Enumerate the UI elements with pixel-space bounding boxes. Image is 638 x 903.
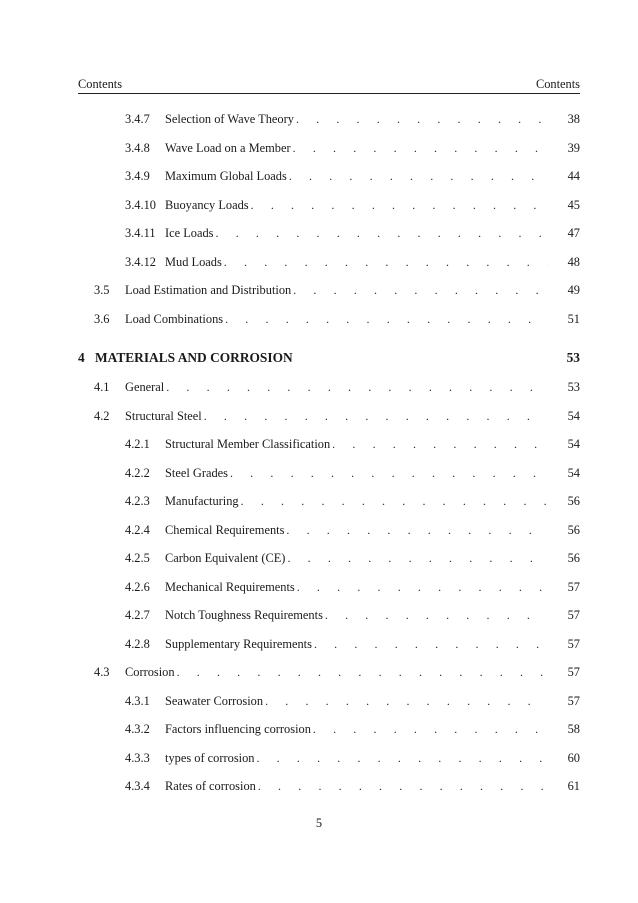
- toc-entry-number: 4.2.3: [125, 494, 150, 508]
- toc-entry-title[interactable]: Corrosion: [125, 665, 175, 679]
- toc-entry-title-wrap: [125, 310, 548, 328]
- header-left: Contents: [78, 77, 123, 91]
- toc-entry-number: 4.2.5: [125, 551, 150, 565]
- toc-entry[interactable]: [78, 281, 580, 299]
- toc-entry-title-wrap: [165, 749, 548, 767]
- toc-entry-number: 3.4.11: [125, 226, 156, 240]
- toc-entry-number: 4: [78, 350, 85, 365]
- toc-entry-title[interactable]: MATERIALS AND CORROSION: [95, 350, 293, 365]
- toc-entry-number: 4.2.4: [125, 522, 150, 537]
- toc-entry-title[interactable]: Factors influencing corrosion: [165, 722, 311, 736]
- toc-entry-page[interactable]: 56: [567, 522, 580, 537]
- toc-entry-page[interactable]: 58: [567, 722, 580, 736]
- toc-entry-title-wrap: [165, 578, 548, 596]
- toc-entry[interactable]: [78, 139, 580, 157]
- toc-entry[interactable]: [78, 224, 580, 242]
- toc-entry-title-wrap: [165, 224, 548, 242]
- toc-entry[interactable]: [78, 606, 580, 624]
- toc-entry[interactable]: [78, 692, 580, 710]
- toc-entry-title[interactable]: Load Combinations: [125, 311, 224, 326]
- toc-entry-page[interactable]: 53: [567, 380, 580, 394]
- toc-entry-number: 4.2.2: [125, 465, 150, 480]
- toc-entry-page[interactable]: 48: [567, 254, 580, 269]
- toc-entry[interactable]: [78, 253, 580, 271]
- leader-dots: [297, 578, 548, 596]
- toc-entry[interactable]: [78, 110, 580, 128]
- toc-entry[interactable]: [78, 464, 580, 482]
- toc-entry-title-wrap: [125, 407, 548, 425]
- toc-entry[interactable]: [78, 749, 580, 767]
- leader-dots: [216, 224, 548, 242]
- toc-entry-title-wrap: [125, 663, 548, 681]
- toc-entry[interactable]: [78, 407, 580, 425]
- toc-entry-number: 4.2.6: [125, 579, 150, 594]
- toc-entry-number: 4.1: [94, 380, 110, 394]
- toc-entry-title[interactable]: Manufacturing: [165, 494, 239, 508]
- toc-entry-number: 3.4.7: [125, 112, 150, 126]
- toc-entry[interactable]: [78, 521, 580, 539]
- toc-entry-number: 3.4.8: [125, 140, 150, 155]
- toc-entry-title-wrap: [165, 692, 548, 710]
- page-number: 5: [315, 816, 323, 830]
- toc-entry[interactable]: [78, 720, 580, 738]
- leader-dots: [241, 492, 548, 510]
- leader-dots: [258, 777, 548, 795]
- toc-entry-number: 4.2.7: [125, 608, 150, 622]
- toc-entry-title[interactable]: Supplementary Requirements: [165, 636, 312, 651]
- toc-entry-title[interactable]: General: [125, 380, 165, 394]
- leader-dots: [224, 253, 548, 271]
- toc-entry-title[interactable]: Buoyancy Loads: [165, 197, 249, 212]
- toc-entry-page[interactable]: 57: [567, 608, 580, 622]
- toc-entry[interactable]: [78, 492, 580, 510]
- toc-entry-title[interactable]: Load Estimation and Distribution: [125, 283, 292, 297]
- toc-entry-title-wrap: [165, 253, 548, 271]
- toc-entry[interactable]: [78, 310, 580, 328]
- toc-entry-number: 3.4.9: [125, 169, 150, 183]
- toc-entry-title[interactable]: Ice Loads: [165, 226, 214, 240]
- toc-entry-number: 4.3.1: [125, 693, 150, 708]
- header-right: Contents: [535, 77, 580, 91]
- toc-entry-number: 4.3: [94, 665, 110, 679]
- toc-entry-title-wrap: [165, 549, 548, 567]
- toc-entry[interactable]: [78, 167, 580, 185]
- toc-entry-title[interactable]: Structural Steel: [125, 408, 202, 423]
- toc-entry-title[interactable]: Structural Member Classification: [165, 437, 331, 451]
- toc-entry-page[interactable]: 39: [567, 140, 580, 155]
- toc-entry-number: 3.6: [94, 311, 110, 326]
- toc-entry-title-wrap: [165, 777, 548, 795]
- toc-entry-title[interactable]: Mechanical Requirements: [165, 579, 295, 594]
- toc-entry-title[interactable]: Rates of corrosion: [165, 779, 256, 793]
- toc-entry-page[interactable]: 44: [567, 169, 580, 183]
- toc-entry-title-wrap: [95, 349, 548, 367]
- toc-entry-page[interactable]: 38: [567, 112, 580, 126]
- toc-entry[interactable]: [78, 549, 580, 567]
- leader-dots: [314, 635, 548, 653]
- toc-entry-page[interactable]: 56: [567, 494, 580, 508]
- leader-dots: [286, 521, 548, 539]
- leader-dots: [287, 549, 548, 567]
- toc-entry-page[interactable]: 54: [567, 465, 580, 480]
- toc-entry-title[interactable]: Selection of Wave Theory: [165, 112, 294, 126]
- toc-entry-title[interactable]: Carbon Equivalent (CE): [165, 551, 286, 565]
- toc-entry-title[interactable]: Maximum Global Loads: [165, 169, 287, 183]
- leader-dots: [265, 692, 548, 710]
- leader-dots: [251, 196, 548, 214]
- toc-entry-page[interactable]: 57: [567, 636, 580, 651]
- leader-dots: [332, 435, 548, 453]
- toc-entry-page[interactable]: 54: [567, 437, 580, 451]
- toc-entry[interactable]: [78, 635, 580, 653]
- leader-dots: [204, 407, 548, 425]
- toc-entry[interactable]: [78, 378, 580, 396]
- toc-entry-page[interactable]: 53: [566, 350, 580, 365]
- toc-entry-title[interactable]: Notch Toughness Requirements: [165, 608, 323, 622]
- toc-entry-title[interactable]: Mud Loads: [165, 254, 222, 269]
- toc-entry-title-wrap: [165, 139, 548, 157]
- leader-dots: [313, 720, 548, 738]
- toc-entry[interactable]: [78, 196, 580, 214]
- toc-entry-page[interactable]: 54: [567, 408, 580, 423]
- leader-dots: [289, 167, 548, 185]
- toc-entry-title-wrap: [165, 464, 548, 482]
- toc-entry-page[interactable]: 45: [567, 197, 580, 212]
- toc-entry-title-wrap: [165, 196, 548, 214]
- toc-entry-number: 4.2.1: [125, 437, 150, 451]
- toc-entry[interactable]: [78, 663, 580, 681]
- leader-dots: [293, 281, 548, 299]
- toc-entry-number: 4.3.4: [125, 779, 150, 793]
- leader-dots: [293, 139, 548, 157]
- toc-entry-number: 3.5: [94, 283, 110, 297]
- toc-entry-title-wrap: [165, 492, 548, 510]
- toc-entry-title-wrap: [165, 521, 548, 539]
- toc-entry-title-wrap: [125, 378, 548, 396]
- toc-entry[interactable]: [78, 435, 580, 453]
- toc-entry-number: 4.3.3: [125, 750, 150, 765]
- leader-dots: [230, 464, 548, 482]
- toc-entry-page[interactable]: 61: [567, 779, 580, 793]
- leader-dots: [225, 310, 548, 328]
- toc-entry-title-wrap: [165, 606, 548, 624]
- toc-entry-page[interactable]: 49: [567, 283, 580, 297]
- toc-entry-page[interactable]: 56: [567, 551, 580, 565]
- toc-entry-page[interactable]: 57: [567, 579, 580, 594]
- toc-entry-title[interactable]: Seawater Corrosion: [165, 693, 264, 708]
- toc-entry-page[interactable]: 57: [567, 665, 580, 679]
- toc-entry[interactable]: [78, 777, 580, 795]
- leader-dots: [296, 110, 548, 128]
- toc-chapter-entry[interactable]: [78, 349, 580, 367]
- leader-dots: [166, 378, 548, 396]
- toc-entry-number: 4.2.8: [125, 636, 150, 651]
- toc-entry-page[interactable]: 60: [567, 750, 580, 765]
- toc-entry-title[interactable]: types of corrosion: [165, 750, 255, 765]
- toc-entry-title[interactable]: Steel Grades: [165, 465, 228, 480]
- toc-entry[interactable]: [78, 578, 580, 596]
- toc-entry-title-wrap: [165, 435, 548, 453]
- toc-entry-title-wrap: [165, 635, 548, 653]
- leader-dots: [325, 606, 548, 624]
- leader-dots: [177, 663, 548, 681]
- toc-entry-title-wrap: [125, 281, 548, 299]
- toc-entry-title-wrap: [165, 720, 548, 738]
- toc-entry-page[interactable]: 57: [567, 693, 580, 708]
- toc-entry-title[interactable]: Chemical Requirements: [165, 522, 285, 537]
- toc-entry-page[interactable]: 47: [567, 226, 580, 240]
- toc-entry-number: 4.2: [94, 408, 110, 423]
- toc-entry-number: 3.4.10: [125, 197, 156, 212]
- toc-entry-page[interactable]: 51: [567, 311, 580, 326]
- toc-entry-title-wrap: [165, 110, 548, 128]
- toc-entry-title[interactable]: Wave Load on a Member: [165, 140, 291, 155]
- toc-entry-number: 4.3.2: [125, 722, 150, 736]
- toc-entry-title-wrap: [165, 167, 548, 185]
- toc-entry-number: 3.4.12: [125, 254, 156, 269]
- leader-dots: [256, 749, 548, 767]
- running-header: [78, 77, 580, 94]
